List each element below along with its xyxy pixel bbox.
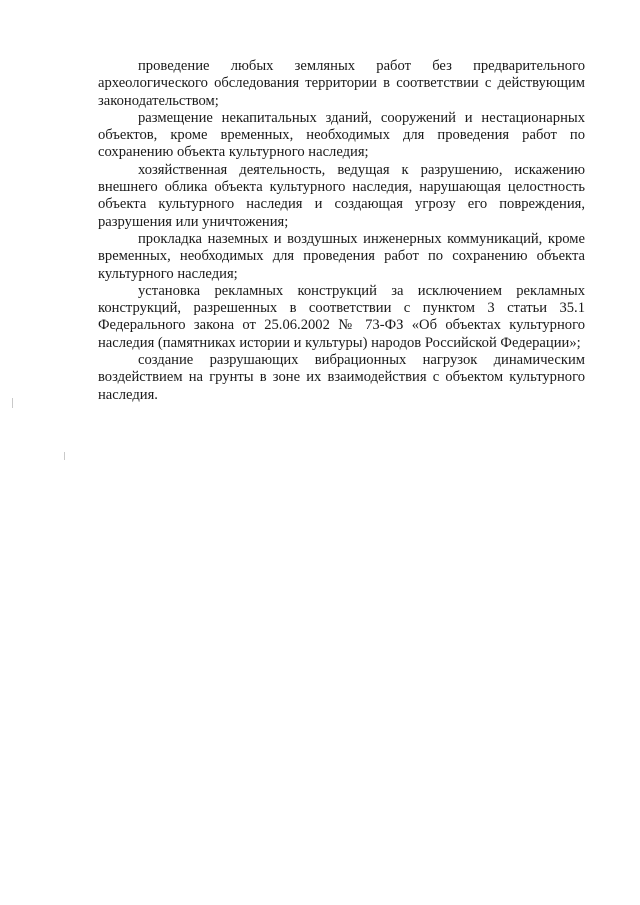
paragraph-vibration-loads: создание разрушающих вибрационных нагрузок динамическим воздействием на грунты в зоне их взаимодействия с объектом культурного наследия.	[98, 352, 585, 403]
scan-artifact-mark	[12, 398, 13, 408]
paragraph-earthworks: проведение любых земляных работ без предварительного археологического обследования территории в соответствии с действующим законодательством;	[98, 58, 585, 109]
paragraph-utilities: прокладка наземных и воздушных инженерных коммуникаций, кроме временных, необходимых для проведения работ по сохранению объекта культурного наследия;	[98, 230, 585, 282]
paragraph-temporary-structures: размещение некапитальных зданий, сооружений и нестационарных объектов, кроме временных, необходимых для проведения работ по сохранению объекта культурного наследия;	[98, 109, 585, 161]
scan-artifact-mark	[64, 452, 65, 460]
paragraph-advertising: установка рекламных конструкций за исключением рекламных конструкций, разрешенных в соответствии с пунктом 3 статьи 35.1 Федерального закона от 25.06.2002 № 73-ФЗ «Об объектах культурного наследия (памятниках истории и культуры) народов Российской Федерации»;	[98, 282, 585, 351]
document-body	[98, 58, 585, 404]
paragraph-economic-activity: хозяйственная деятельность, ведущая к разрушению, искажению внешнего облика объекта культурного наследия, нарушающая целостность объекта культурного наследия и создающая угрозу его повреждения, разрушения или уничтожения;	[98, 161, 585, 230]
